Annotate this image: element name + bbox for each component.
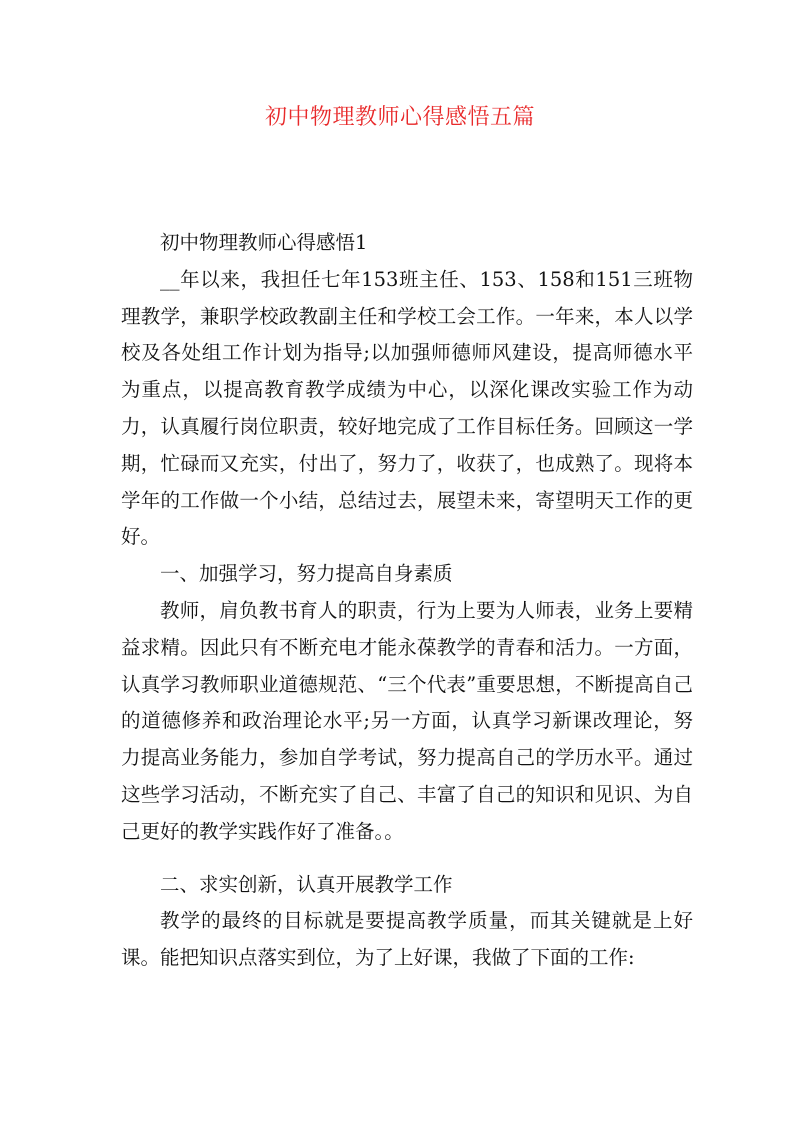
section-heading: 二、求实创新，认真开展教学工作 — [160, 872, 453, 896]
body-paragraph: __年以来，我担任七年153班主任、153、158和151三班物理教学，兼职学校政教副主任和学校工会工作。一年来，本人以学校及各处组工作计划为指导;以加强师德师风建设，提高师德水平为重点，以提高教育教学成绩为中心，以深化课改实验工作为动力，认真履行岗位职责，较好地完成了工作目标任务。回顾这一学期，忙碌而又充实，付出了，努力了，收获了，也成熟了。现将本学年的工作做一个小结，总结过去，展望未来，寄望明天工作的更好。 — [121, 267, 693, 549]
body-paragraph: 教学的最终的目标就是要提高教学质量，而其关键就是上好课。能把知识点落实到位，为了上好课，我做了下面的工作: — [121, 909, 693, 970]
section-heading: 初中物理教师心得感悟1 — [160, 231, 368, 254]
document-title: 初中物理教师心得感悟五篇 — [264, 105, 535, 130]
section-heading: 一、加强学习，努力提高自身素质 — [160, 562, 453, 586]
body-paragraph: 教师，肩负教书育人的职责，行为上要为人师表，业务上要精益求精。因此只有不断充电才能永葆教学的青春和活力。一方面，认真学习教师职业道德规范、“三个代表”重要思想，不断提高自己的道德修养和政治理论水平;另一方面，认真学习新课改理论，努力提高业务能力，参加自学考试，努力提高自己的学历水平。通过这些学习活动，不断充实了自己、丰富了自己的知识和见识、为自己更好的教学实践作好了准备。。 — [121, 598, 693, 843]
document-body — [121, 225, 693, 977]
